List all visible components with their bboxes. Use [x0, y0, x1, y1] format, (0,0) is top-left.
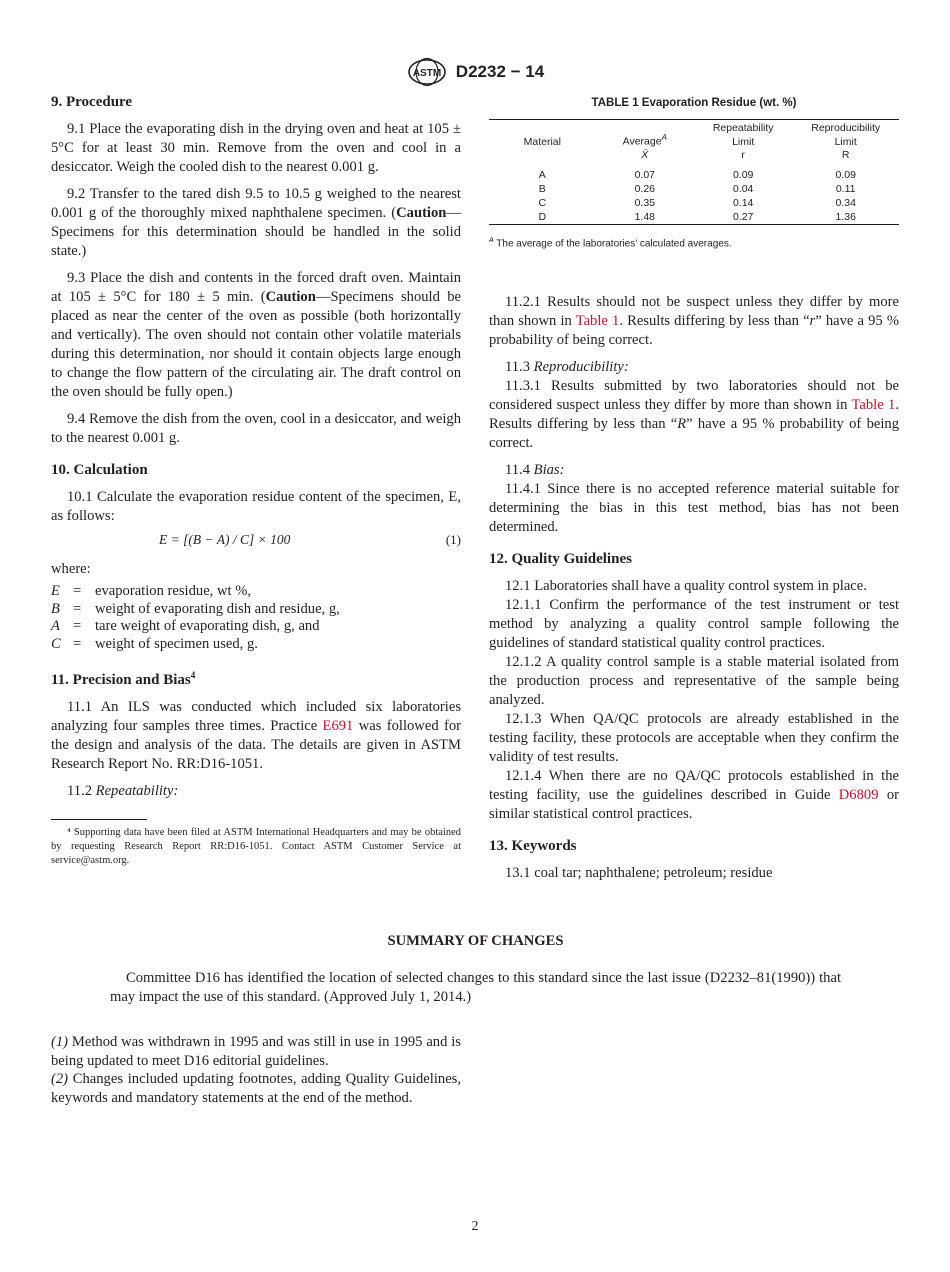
para-9-1: 9.1 Place the evaporating dish in the drying oven and heat at 105 ± 5°C for at least 30 min. Remove from the oven and cool in a desiccator. Weigh the cooled dish to the nearest 0.001 g. [51, 121, 461, 175]
e691-link[interactable]: E691 [322, 718, 354, 734]
definition-row: B = weight of evaporating dish and residue, g, [51, 600, 340, 617]
section-9-heading: 9. Procedure [51, 94, 133, 110]
para-12-1-4: 12.1.4 When there are no QA/QC protocols established in the testing facility, use the guidelines described in Guide D6809 or similar statistical control practices. [489, 767, 899, 822]
section-11-heading: 11. Precision and Bias$^4$ [51, 670, 196, 688]
definition-row: E = evaporation residue, wt %, [51, 583, 252, 599]
para-12-1-3: 12.1.3 When QA/QC protocols are already established in the testing facility, these protocols are acceptable when they confirm the validity of test results. [489, 710, 899, 765]
para-11-2: 11.2 Repeatability: [67, 783, 179, 799]
para-11-4: 11.4 Bias: [505, 461, 565, 478]
para-12-1: 12.1 Laboratories shall have a quality control system in place. [505, 577, 867, 594]
para-13-1: 13.1 coal tar; naphthalene; petroleum; residue [505, 864, 773, 881]
list-item: (2) Changes included updating footnotes, adding Quality Guidelines, keywords and mandatory statements at the end of the method. [51, 1071, 461, 1106]
para-11-3: 11.3 Reproducibility: [505, 358, 629, 375]
table-row: B 0.26 0.04 0.11 [538, 182, 856, 195]
list-item: (1) Method was withdrawn in 1995 and was still in use in 1995 and is being updated to meet D16 editorial guidelines. [51, 1034, 461, 1069]
summary-of-changes [110, 932, 841, 1015]
equation-1 [51, 530, 461, 550]
col-header-reproducibility: Reproducibility Limit R [811, 122, 881, 161]
para-12-1-1: 12.1.1 Confirm the performance of the test instrument or test method by analyzing a quality control sample following the guidelines of standard statistical quality control practices. [489, 596, 899, 651]
astm-logo [406, 57, 448, 87]
page-header [0, 57, 950, 87]
table-1 [489, 119, 899, 225]
col-header-average: Average$^A$ X̄ [622, 133, 667, 161]
col-header-material: Material [523, 135, 561, 148]
changes-list [51, 1033, 461, 1107]
definition-row: C = weight of specimen used, g. [51, 635, 258, 652]
para-12-1-2: 12.1.2 A quality control sample is a stable material isolated from the production process and representative of the sample being analyzed. [489, 653, 899, 708]
section-12-heading: 12. Quality Guidelines [489, 550, 632, 567]
table-row: D 1.48 0.27 1.36 [489, 210, 899, 225]
document-id: D2232 − 14 [455, 62, 545, 81]
para-11-1: 11.1 An ILS was conducted which included six laboratories analyzing four samples three times. Practice E691 was followed for the design and analysis of the data. The details are given in ASTM Research Report No. RR:D16-1051. [51, 699, 461, 772]
table-row: C 0.35 0.14 0.34 [538, 196, 856, 209]
definition-row: A = tare weight of evaporating dish, g, and [51, 618, 320, 634]
equation-number: (1) [445, 532, 461, 547]
footnote-divider [51, 819, 147, 820]
footnote-4: ⁴ Supporting data have been filed at ASTM International Headquarters and may be obtained by requesting Research Report RR:D16-1051. Contact ASTM Customer Service at service@astm.org. [51, 827, 461, 866]
section-13-heading: 13. Keywords [489, 837, 577, 854]
para-9-2: 9.2 Transfer to the tared dish 9.5 to 10.5 g weighed to the nearest 0.001 g of the thoroughly mixed naphthalene specimen. (Caution—Specimens for this determination should be handled in the solid state.) [51, 186, 461, 259]
equation-body: E = [(B − A) / C] × 100 [159, 532, 291, 547]
table-1-footnote: $^A$ The average of the laboratories’ calculated averages. [489, 236, 732, 249]
table-row: A 0.07 0.09 0.09 [538, 168, 856, 181]
left-column [51, 92, 461, 876]
para-11-4-1: 11.4.1 Since there is no accepted reference material suitable for determining the bias in this test method, bias has not been determined. [489, 480, 899, 535]
right-column [489, 94, 899, 891]
para-11-3-1: 11.3.1 Results submitted by two laboratories should not be considered suspect unless they differ by more than shown in Table 1. Results differing by less than “R” have a 95 % probability of being correct. [489, 377, 899, 451]
page-number: 2 [471, 1219, 479, 1234]
para-11-2-1: 11.2.1 Results should not be suspect unless they differ by more than shown in Table 1. Results differing by less than “r” have a 95 % probability of being correct. [489, 293, 899, 348]
where-label: where: [51, 561, 91, 577]
table-1-title: TABLE 1 Evaporation Residue (wt. %) [591, 97, 797, 109]
variable-definitions [51, 583, 461, 653]
svg-text:ASTM: ASTM [412, 68, 441, 79]
section-10-heading: 10. Calculation [51, 462, 148, 478]
para-10-1: 10.1 Calculate the evaporation residue content of the specimen, E, as follows: [51, 489, 461, 524]
para-9-4: 9.4 Remove the dish from the oven, cool in a desiccator, and weigh to the nearest 0.001 g. [51, 411, 461, 446]
summary-intro: Committee D16 has identified the location of selected changes to this standard since the last issue (D2232–81(1990)) that may impact the use of this standard. (Approved July 1, 2014.) [110, 970, 841, 1005]
table-1-link[interactable]: Table 1 [851, 396, 896, 413]
summary-heading: SUMMARY OF CHANGES [387, 933, 564, 949]
d6809-link[interactable]: D6809 [838, 786, 879, 803]
table-1-link[interactable]: Table 1 [575, 312, 620, 329]
col-header-repeatability: Repeatability Limit r [712, 122, 774, 161]
para-9-3: 9.3 Place the dish and contents in the forced draft oven. Maintain at 105 ± 5°C for 180 ± 5 min. (Caution—Specimens should be placed as near the center of the oven as possible (both horizontally and vertically). The oven should not contain other volatile materials during this determination, nor should it contain objects large enough to change the flow pattern of the circulating air. The draft control on the oven should be fully open.) [51, 270, 461, 400]
